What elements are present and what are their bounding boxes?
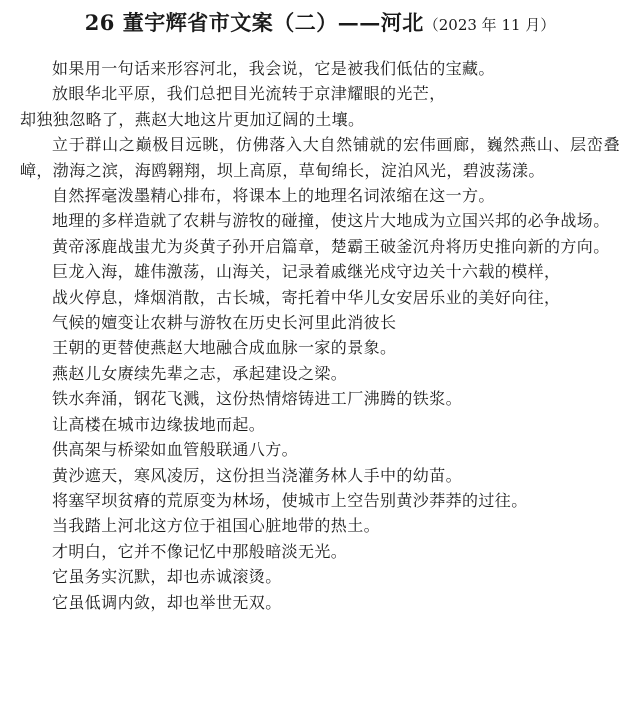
- title-number: 26: [84, 10, 115, 35]
- document-title: [20, 8, 620, 40]
- document-body: [20, 56, 620, 615]
- paragraph-battlefield: 地理的多样造就了农耕与游牧的碰撞，使这片大地成为立国兴邦的必争战场。: [52, 211, 610, 231]
- verse-line: 让高楼在城市边缘拔地而起。: [52, 414, 266, 434]
- paragraph-history: 黄帝涿鹿战蚩尤为炎黄子孙开启篇章，楚霸王破釜沉舟将历史推向新的方向。: [52, 236, 610, 256]
- title-main: 董宇辉省市文案（二）——河北: [122, 10, 424, 35]
- paragraph-line: 却独独忽略了，燕赵大地这片更加辽阔的土壤。: [20, 109, 365, 129]
- paragraph-geography: 自然挥毫泼墨精心排布，将课本上的地理名词浓缩在这一方。: [52, 186, 495, 206]
- verse-line: 将塞罕坝贫瘠的荒原变为林场，使城市上空告别黄沙莽莽的过往。: [52, 490, 528, 510]
- paragraph-line: 放眼华北平原，我们总把目光流转于京津耀眼的光芒，: [52, 84, 446, 104]
- verse-line: 它虽低调内敛，却也举世无双。: [52, 592, 282, 612]
- paragraph-landscape: 立于群山之巅极目远眺，仿佛落入大自然铺就的宏伟画廊，巍然燕山、层峦叠嶂，渤海之滨，海鸥翱翔，坝上高原，草甸绵长，淀泊风光，碧波荡漾。: [20, 135, 620, 180]
- verse-line: 当我踏上河北这方位于祖国心脏地带的热土。: [52, 516, 381, 536]
- verse-line: 才明白，它并不像记忆中那般暗淡无光。: [52, 541, 348, 561]
- title-date: （2023 年 11 月）: [423, 16, 556, 34]
- verse-line: 气候的嬗变让农耕与游牧在历史长河里此消彼长: [52, 313, 397, 333]
- verse-line: 燕赵儿女赓续先辈之志，承起建设之梁。: [52, 363, 348, 383]
- verse-line: 巨龙入海，雄伟激荡，山海关，记录着戚继光戍守边关十六载的模样，: [52, 262, 561, 282]
- verse-line: 铁水奔涌，钢花飞溅，这份热情熔铸进工厂沸腾的铁浆。: [52, 389, 463, 409]
- verse-line: 黄沙遮天，寒风凌厉，这份担当浇灌务林人手中的幼苗。: [52, 465, 463, 485]
- paragraph-intro: 如果用一句话来形容河北，我会说，它是被我们低估的宝藏。: [52, 59, 495, 78]
- verse-line: 王朝的更替使燕赵大地融合成血脉一家的景象。: [52, 338, 397, 358]
- verse-line: 供高架与桥梁如血管般联通八方。: [52, 440, 299, 460]
- verse-line: 它虽务实沉默，却也赤诚滚烫。: [52, 567, 282, 587]
- verse-line: 战火停息，烽烟消散，古长城，寄托着中华儿女安居乐业的美好向往，: [52, 287, 561, 307]
